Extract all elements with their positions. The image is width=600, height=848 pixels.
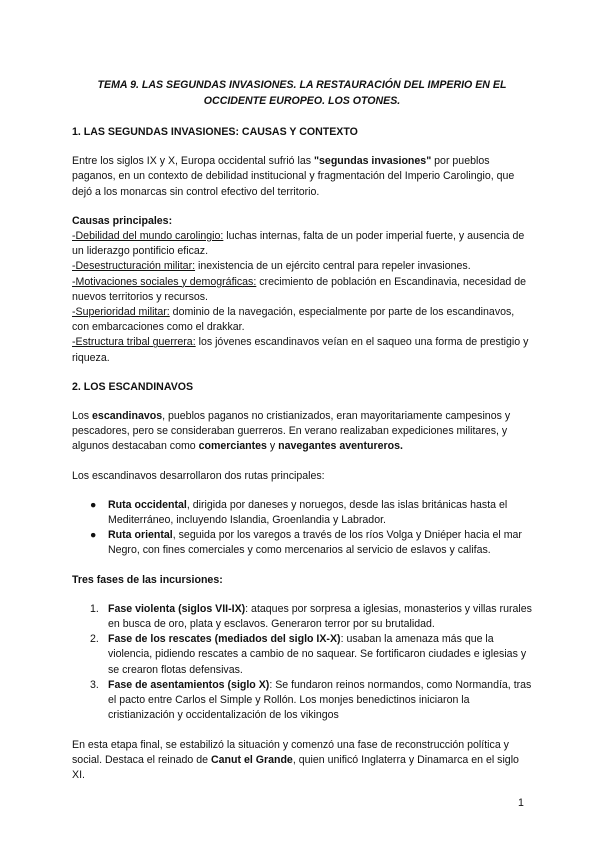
- phase-item: 1. Fase violenta (siglos VII-IX): ataques por sorpresa a iglesias, monasterios y villas rurales en busca de oro, plata y esclavos. Generaron terror por su brutalidad.: [90, 602, 532, 631]
- phase-item: 3. Fase de asentamientos (siglo X): Se fundaron reinos normandos, como Normandía, tras el pacto entre Carlos el Simple y Rollón. Los monjes benedictinos iniciaron la cristianización y occidentalización de los vikingos: [90, 678, 532, 722]
- bullet-icon: ●: [90, 498, 97, 511]
- phases-title: Tres fases de las incursiones:: [72, 573, 223, 586]
- document-title: TEMA 9. LAS SEGUNDAS INVASIONES. LA RESTAURACIÓN DEL IMPERIO EN EL OCCIDENTE EUROPEO. LOS OTONES.: [97, 79, 507, 107]
- section-1-intro: Entre los siglos IX y X, Europa occidental sufrió las "segundas invasiones" por pueblos paganos, en un contexto de debilidad institucional y fragmentación del Imperio Carolingio, que dejó a los monarcas sin control efectivo del territorio.: [72, 155, 515, 198]
- cause-label: -Motivaciones sociales y demográficas:: [72, 275, 257, 288]
- closing-paragraph: En esta etapa final, se estabilizó la situación y comenzó una fase de reconstrucción política y social. Destaca el reinado de Canut el Grande, quien unificó Inglaterra y Dinamarca en el siglo XI.: [72, 738, 519, 781]
- route-item: ● Ruta occidental, dirigida por daneses y noruegos, desde las islas británicas hasta el Mediterráneo, incluyendo Islandia, Groenlandia y Labrador.: [90, 498, 508, 527]
- cause-label: -Debilidad del mundo carolingio:: [72, 230, 224, 243]
- cause-item: -Desestructuración militar: inexistencia de un ejército central para repeler invasiones.: [72, 260, 471, 273]
- section-2-heading: 2. LOS ESCANDINAVOS: [72, 380, 194, 393]
- document-page: [72, 78, 532, 797]
- cause-label: -Estructura tribal guerrera:: [72, 336, 196, 349]
- routes-list: [72, 498, 532, 559]
- bullet-icon: ●: [90, 529, 97, 542]
- cause-label: -Superioridad militar:: [72, 306, 170, 319]
- phases-list: [72, 602, 532, 724]
- routes-intro: Los escandinavos desarrollaron dos rutas principales:: [72, 469, 325, 482]
- section-2-intro: Los escandinavos, pueblos paganos no cristianizados, eran mayoritariamente campesinos y pescadores, pero se consideraban guerreros. En verano realizaban expediciones militares, y algunos destacaban como comerciantes y navegantes aventureros.: [72, 410, 511, 453]
- cause-item: -Estructura tribal guerrera: los jóvenes escandinavos veían en el saqueo una forma de prestigio y riqueza.: [72, 336, 529, 364]
- cause-item: -Debilidad del mundo carolingio: luchas internas, falta de un poder imperial fuerte, y ausencia de un liderazgo pontificio eficaz.: [72, 230, 525, 258]
- section-1-heading: 1. LAS SEGUNDAS INVASIONES: CAUSAS Y CONTEXTO: [72, 126, 358, 138]
- route-item: ● Ruta oriental, seguida por los varegos a través de los ríos Volga y Dniéper hacia el mar Negro, con fines comerciales y como mercenarios al servicio de eslavos y califas.: [90, 529, 522, 557]
- cause-label: -Desestructuración militar:: [72, 260, 196, 273]
- cause-item: -Motivaciones sociales y demográficas: crecimiento de población en Escandinavia, necesidad de nuevos territorios y recursos.: [72, 275, 527, 303]
- canut-el-grande: Canut el Grande: [210, 753, 293, 766]
- segundas-invasiones-term: "segundas invasiones": [314, 155, 432, 168]
- causes-title: Causas principales:: [72, 214, 173, 227]
- page-number: 1: [518, 797, 524, 809]
- causes-list: [72, 214, 532, 366]
- cause-item: -Superioridad militar: dominio de la navegación, especialmente por parte de los escandinavos, con embarcaciones como el drakkar.: [72, 306, 515, 334]
- phase-item: 2. Fase de los rescates (mediados del siglo IX-X): usaban la amenaza más que la violencia, pidiendo rescates a cambio de no saquear. Se fortificaron ciudades e iglesias y se crearon flotas defensivas.: [90, 633, 527, 676]
